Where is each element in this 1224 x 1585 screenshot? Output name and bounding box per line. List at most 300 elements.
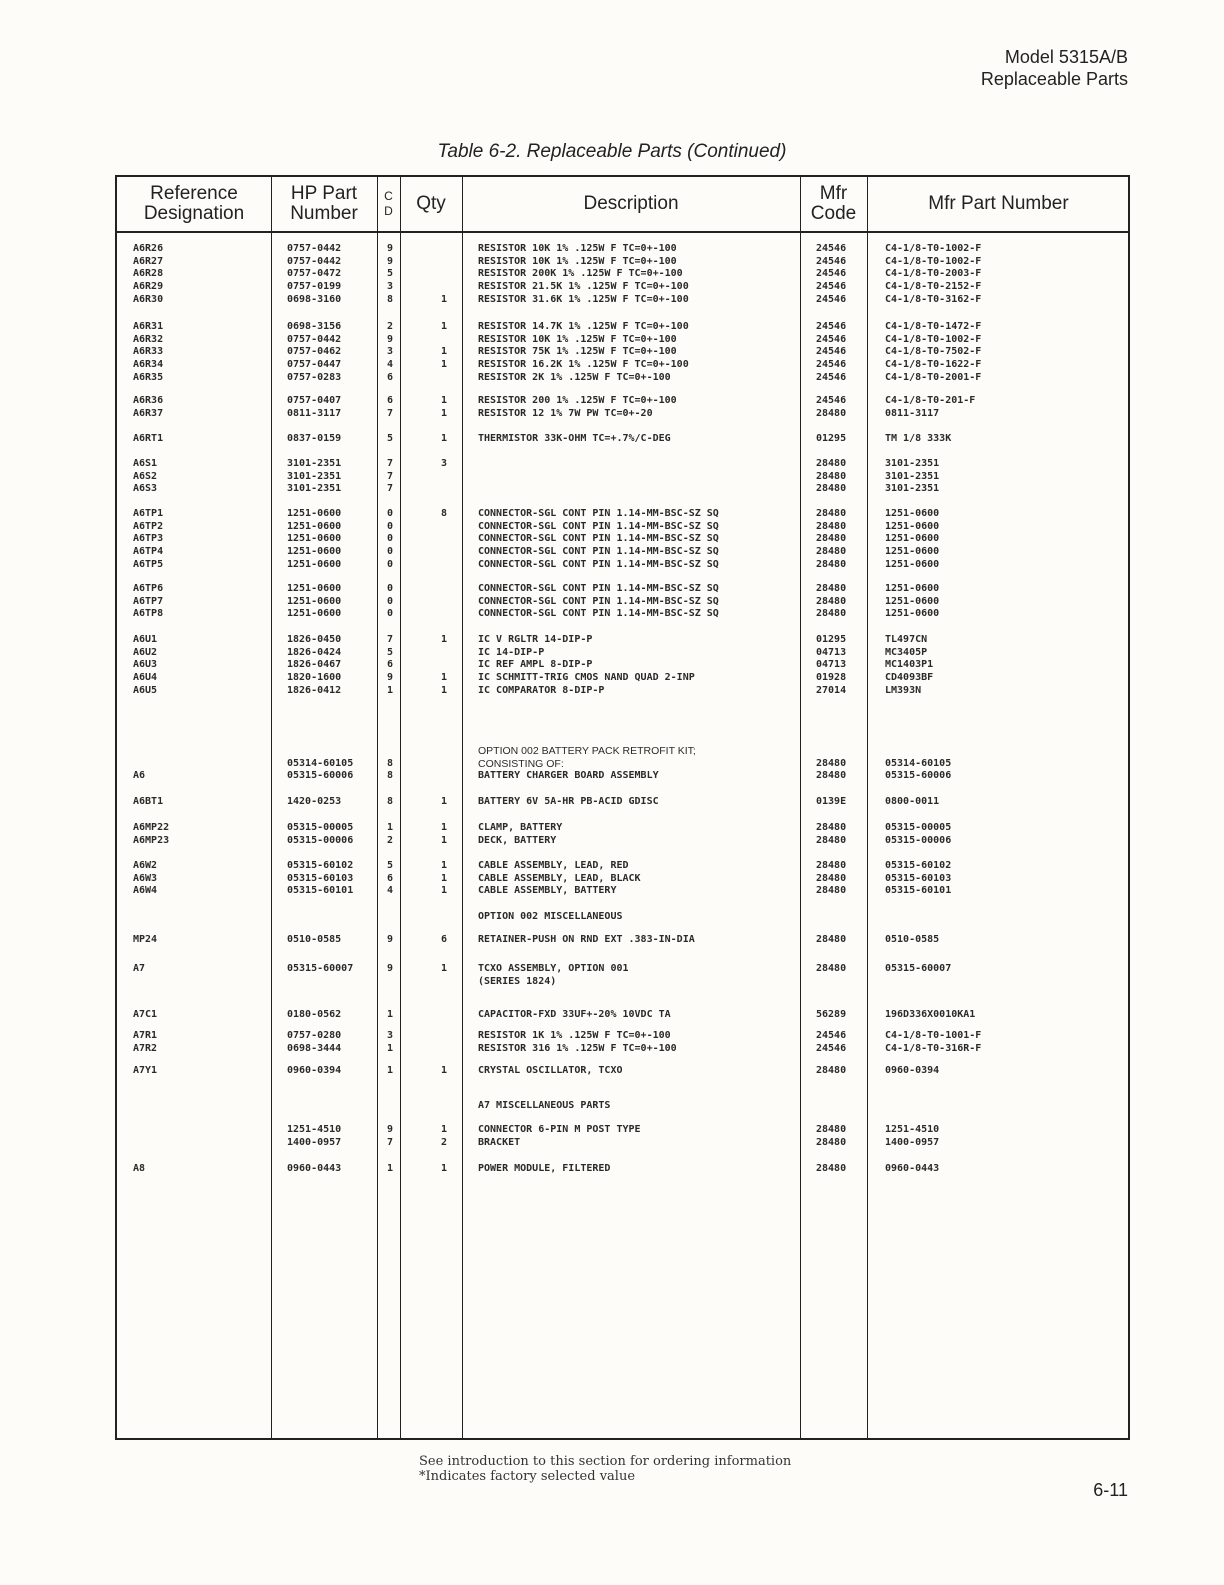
part-group [117,508,1128,571]
cell-mpn: C4-1/8-T0-201-F [885,395,976,406]
cell-mpn: C4-1/8-T0-1472-F [885,321,982,332]
cell-mfr: 24546 [816,1042,847,1054]
cell-cd: 6 [387,872,394,884]
cell-cd: 9 [387,672,394,684]
part-group [117,243,1128,306]
header-text: C [384,189,393,203]
cell-mfr: 28480 [816,822,847,833]
cell-qty: 1 [441,1163,448,1174]
cell-part: 05315-60007 [287,963,354,974]
cell-qty: 6 [441,934,448,945]
table-row [117,647,1128,660]
part-group [117,458,1128,496]
part-group [117,1124,1128,1149]
cell-qty: 1 [441,433,448,444]
cell-cd: 1 [387,1042,394,1054]
header-text: HP Part [290,183,358,204]
table-row [117,976,1128,989]
table-row [117,1065,1128,1078]
cell-cd: 4 [387,885,394,897]
cell-mfr: 28480 [816,407,847,419]
table-row [117,608,1128,621]
table-row [117,1043,1128,1056]
cell-ref: A6R31 [133,321,164,332]
cell-ref: A6RT1 [133,433,164,444]
cell-mfr: 28480 [816,770,847,782]
cell-part: 1251-0600 [287,546,342,558]
cell-ref: A6R37 [133,407,164,419]
table-body [117,233,1128,1438]
cell-cd: 1 [387,1163,394,1174]
cell-part: 0180-0562 [287,1009,342,1020]
cell-ref: A6R36 [133,395,164,406]
table-row [117,659,1128,672]
cell-cd: 5 [387,268,394,280]
cell-cd: 7 [387,1136,394,1148]
cell-desc: RESISTOR 14.7K 1% .125W F TC=0+-100 [478,321,689,332]
cell-desc: CONSISTING OF: [478,757,564,770]
cell-mfr: 24546 [816,268,847,280]
cell-mfr: 24546 [816,333,847,345]
cell-part: 0757-0199 [287,281,342,293]
cell-qty: 3 [441,458,448,469]
cell-part: 05315-60006 [287,770,354,782]
cell-desc: IC V RGLTR 14-DIP-P [478,634,593,645]
cell-mpn: 1251-0600 [885,533,940,545]
cell-cd: 0 [387,520,394,532]
part-group [117,963,1128,988]
cell-ref: A7R2 [133,1042,158,1054]
cell-mfr: 24546 [816,346,847,358]
part-group [117,934,1128,947]
cell-mfr: 28480 [816,860,847,871]
part-group [117,1163,1128,1176]
cell-part: 0698-3444 [287,1042,342,1054]
cell-mfr: 28480 [816,1065,847,1076]
cell-part: 1251-4510 [287,1124,342,1135]
cell-ref: A6R35 [133,371,164,383]
cell-ref: A6TP1 [133,508,164,519]
cell-part: 0698-3156 [287,321,342,332]
cell-cd: 0 [387,546,394,558]
cell-cd: 4 [387,359,394,371]
cell-mpn: C4-1/8-T0-3162-F [885,293,982,305]
cell-mpn: 3101-2351 [885,458,940,469]
cell-part: 05314-60105 [287,757,354,769]
cell-mfr: 28480 [816,934,847,945]
cell-mpn: 05315-60007 [885,963,952,974]
cell-part: 0811-3117 [287,407,342,419]
table-row [117,458,1128,471]
header-reference-designation [117,177,271,231]
parts-table [115,175,1130,1440]
cell-mpn: C4-1/8-T0-1002-F [885,243,982,254]
cell-ref: A6MP22 [133,822,170,833]
cell-part: 0510-0585 [287,934,342,945]
cell-part: 1826-0424 [287,646,342,658]
cell-ref: A6U1 [133,634,158,645]
cell-part: 1251-0600 [287,533,342,545]
cell-desc: RESISTOR 10K 1% .125W F TC=0+-100 [478,333,677,345]
table-row [117,835,1128,848]
cell-desc: RESISTOR 12 1% 7W PW TC=0+-20 [478,407,653,419]
cell-mpn: 1251-4510 [885,1124,940,1135]
cell-part: 1251-0600 [287,583,342,594]
cell-ref: A6TP2 [133,520,164,532]
cell-ref: A6BT1 [133,796,164,807]
cell-ref: A6R29 [133,281,164,293]
cell-mfr: 28480 [816,483,847,495]
cell-ref: A6MP23 [133,834,170,846]
cell-mpn: 3101-2351 [885,470,940,482]
cell-cd: 9 [387,934,394,945]
cell-part: 0757-0407 [287,395,342,406]
part-group [117,822,1128,847]
cell-part: 3101-2351 [287,458,342,469]
header-mfr-part-number [867,177,1130,231]
cell-qty: 1 [441,359,448,371]
table-row [117,395,1128,408]
table-row [117,1030,1128,1043]
cell-part: 05315-00005 [287,822,354,833]
cell-cd: 8 [387,757,394,769]
cell-ref: A7R1 [133,1030,158,1041]
cell-desc: CONNECTOR-SGL CONT PIN 1.14-MM-BSC-SZ SQ [478,608,719,620]
cell-part: 1251-0600 [287,595,342,607]
cell-mfr: 28480 [816,470,847,482]
cell-cd: 0 [387,533,394,545]
header-text: Description [583,193,679,214]
cell-ref: A6S3 [133,483,158,495]
cell-qty: 1 [441,395,448,406]
cell-mfr: 24546 [816,281,847,293]
cell-desc: IC REF AMPL 8-DIP-P [478,659,593,671]
cell-qty: 1 [441,963,448,974]
cell-qty: 2 [441,1136,448,1148]
cell-desc: RESISTOR 200 1% .125W F TC=0+-100 [478,395,677,406]
header-text: Mfr Part Number [928,193,1069,214]
cell-desc: BATTERY CHARGER BOARD ASSEMBLY [478,770,659,782]
cell-cd: 5 [387,860,394,871]
cell-ref: A6R28 [133,268,164,280]
model-title: Model 5315A/B [1004,47,1128,67]
cell-mfr: 28480 [816,508,847,519]
cell-cd: 7 [387,458,394,469]
cell-part: 1251-0600 [287,520,342,532]
cell-desc: CABLE ASSEMBLY, LEAD, BLACK [478,872,641,884]
table-row [117,796,1128,809]
cell-desc: CONNECTOR 6-PIN M POST TYPE [478,1124,641,1135]
cell-desc: CONNECTOR-SGL CONT PIN 1.14-MM-BSC-SZ SQ [478,546,719,558]
cell-ref: A6W3 [133,872,158,884]
cell-mfr: 28480 [816,458,847,469]
cell-cd: 5 [387,433,394,444]
cell-cd: 0 [387,583,394,594]
cell-qty: 1 [441,885,448,897]
header-text: Mfr [819,183,848,204]
cell-qty: 1 [441,684,448,696]
cell-mfr: 24546 [816,321,847,332]
page-number: 6-11 [1093,1480,1128,1500]
cell-cd: 7 [387,407,394,419]
cell-part: 0757-0442 [287,255,342,267]
header-text: Designation [143,203,245,224]
cell-mpn: 05315-00005 [885,822,952,833]
cell-desc: TCXO ASSEMBLY, OPTION 001 [478,963,629,974]
footer-line: See introduction to this section for ordering information [419,1454,792,1469]
cell-ref: A7C1 [133,1009,158,1020]
cell-desc: RESISTOR 2K 1% .125W F TC=0+-100 [478,371,671,383]
table-row [117,770,1128,783]
cell-mfr: 24546 [816,293,847,305]
header-hp-part-number [271,177,377,231]
table-row [117,1009,1128,1022]
cell-qty: 1 [441,860,448,871]
cell-cd: 2 [387,834,394,846]
cell-cd: 8 [387,293,394,305]
part-group [117,860,1128,898]
cell-part: 0757-0280 [287,1030,342,1041]
cell-mfr: 28480 [816,872,847,884]
cell-cd: 9 [387,963,394,974]
cell-cd: 5 [387,646,394,658]
cell-mfr: 24546 [816,243,847,254]
table-row [117,483,1128,496]
header-text: Qty [416,193,446,214]
part-group [117,634,1128,697]
cell-part: 05315-00006 [287,834,354,846]
cell-mfr: 27014 [816,684,847,696]
cell-qty: 1 [441,293,448,305]
cell-cd: 7 [387,470,394,482]
cell-cd: 0 [387,508,394,519]
footer-line: *Indicates factory selected value [419,1469,636,1484]
cell-mfr: 0139E [816,796,847,807]
part-group [117,1009,1128,1022]
cell-part: 0757-0442 [287,243,342,254]
cell-part: 1400-0957 [287,1136,342,1148]
cell-cd: 0 [387,558,394,570]
cell-qty: 8 [441,508,448,519]
cell-ref: MP24 [133,934,158,945]
cell-desc: POWER MODULE, FILTERED [478,1163,611,1174]
cell-desc: RESISTOR 1K 1% .125W F TC=0+-100 [478,1030,671,1041]
cell-desc: OPTION 002 MISCELLANEOUS [478,911,623,922]
cell-mpn: 05315-60102 [885,860,952,871]
cell-mpn: LM393N [885,684,922,696]
table-row [117,685,1128,698]
cell-part: 1820-1600 [287,672,342,684]
cell-ref: A6W4 [133,885,158,897]
part-group [117,321,1128,384]
cell-ref: A6R27 [133,255,164,267]
cell-cd: 7 [387,634,394,645]
cell-mpn: 0960-0443 [885,1163,940,1174]
table-row [117,359,1128,372]
header-cd [377,177,400,231]
cell-mpn: C4-1/8-T0-2001-F [885,371,982,383]
cell-mpn: C4-1/8-T0-2003-F [885,268,982,280]
cell-part: 1826-0412 [287,684,342,696]
cell-desc: BRACKET [478,1136,521,1148]
cell-desc: CABLE ASSEMBLY, BATTERY [478,885,617,897]
cell-desc: THERMISTOR 33K-OHM TC=+.7%/C-DEG [478,433,671,444]
table-row [117,596,1128,609]
table-row [117,321,1128,334]
cell-cd: 9 [387,333,394,345]
header-text: Reference [150,183,238,204]
table-row [117,294,1128,307]
table-caption: Table 6-2. Replaceable Parts (Continued) [437,141,787,162]
part-group [117,1100,1128,1113]
cell-ref: A6W2 [133,860,158,871]
cell-ref: A6 [133,770,146,782]
cell-mpn: TL497CN [885,634,928,645]
table-row [117,268,1128,281]
cell-mpn: C4-1/8-T0-1001-F [885,1030,982,1041]
cell-ref: A6U3 [133,659,158,671]
cell-cd: 6 [387,371,394,383]
header-qty [400,177,462,231]
cell-qty: 1 [441,634,448,645]
cell-desc: CONNECTOR-SGL CONT PIN 1.14-MM-BSC-SZ SQ [478,508,719,519]
cell-part: 0837-0159 [287,433,342,444]
header-text: Number [290,203,358,224]
cell-mpn: C4-1/8-T0-1622-F [885,359,982,371]
cell-mpn: 1251-0600 [885,520,940,532]
cell-part: 1251-0600 [287,608,342,620]
table-row [117,745,1128,758]
cell-cd: 0 [387,595,394,607]
cell-qty: 1 [441,346,448,358]
cell-mpn: 05315-60101 [885,885,952,897]
cell-mpn: 1251-0600 [885,595,940,607]
cell-part: 05315-60101 [287,885,354,897]
cell-desc: CAPACITOR-FXD 33UF+-20% 10VDC TA [478,1009,671,1020]
cell-mpn: 0811-3117 [885,407,940,419]
part-group [117,433,1128,446]
table-row [117,546,1128,559]
cell-desc: BATTERY 6V 5A-HR PB-ACID GDISC [478,796,659,807]
part-group [117,583,1128,621]
cell-part: 1251-0600 [287,508,342,519]
cell-mfr: 28480 [816,1163,847,1174]
cell-mfr: 01295 [816,634,847,645]
cell-mpn: 1400-0957 [885,1136,940,1148]
table-row [117,1137,1128,1150]
cell-cd: 8 [387,796,394,807]
cell-cd: 9 [387,243,394,254]
cell-part: 1251-0600 [287,558,342,570]
cell-desc: RESISTOR 316 1% .125W F TC=0+-100 [478,1042,677,1054]
cell-part: 0698-3160 [287,293,342,305]
cell-desc: RESISTOR 10K 1% .125W F TC=0+-100 [478,243,677,254]
cell-mfr: 01928 [816,672,847,684]
cell-part: 0757-0447 [287,359,342,371]
cell-ref: A6U5 [133,684,158,696]
cell-mpn: 1251-0600 [885,508,940,519]
cell-desc: CONNECTOR-SGL CONT PIN 1.14-MM-BSC-SZ SQ [478,583,719,594]
cell-desc: DECK, BATTERY [478,834,557,846]
cell-desc: CABLE ASSEMBLY, LEAD, RED [478,860,629,871]
table-row [117,911,1128,924]
cell-cd: 2 [387,321,394,332]
cell-part: 0960-0394 [287,1065,342,1076]
header-mfr-code [800,177,867,231]
cell-mpn: TM 1/8 333K [885,433,952,444]
cell-mfr: 28480 [816,583,847,594]
cell-mfr: 28480 [816,1136,847,1148]
cell-mpn: 3101-2351 [885,483,940,495]
cell-mfr: 28480 [816,520,847,532]
cell-qty: 1 [441,407,448,419]
part-group [117,1065,1128,1078]
cell-mpn: MC1403P1 [885,659,934,671]
table-row [117,256,1128,269]
cell-mfr: 04713 [816,659,847,671]
cell-mpn: 05315-60103 [885,872,952,884]
cell-mfr: 28480 [816,558,847,570]
cell-mpn: 05315-00006 [885,834,952,846]
cell-qty: 1 [441,321,448,332]
cell-cd: 7 [387,483,394,495]
cell-ref: A6R33 [133,346,164,358]
table-row [117,243,1128,256]
cell-mfr: 24546 [816,359,847,371]
table-row [117,334,1128,347]
cell-mfr: 24546 [816,1030,847,1041]
cell-cd: 9 [387,255,394,267]
cell-cd: 3 [387,346,394,358]
part-group [117,1030,1128,1055]
cell-cd: 1 [387,822,394,833]
cell-mpn: MC3405P [885,646,928,658]
cell-desc: IC SCHMITT-TRIG CMOS NAND QUAD 2-INP [478,672,695,684]
table-row [117,885,1128,898]
cell-part: 0757-0472 [287,268,342,280]
cell-ref: A7 [133,963,146,974]
cell-ref: A6TP5 [133,558,164,570]
cell-cd: 0 [387,608,394,620]
cell-mfr: 28480 [816,595,847,607]
cell-desc: IC 14-DIP-P [478,646,545,658]
table-row [117,822,1128,835]
cell-part: 1826-0467 [287,659,342,671]
cell-desc: RESISTOR 21.5K 1% .125W F TC=0+-100 [478,281,689,293]
cell-ref: A6TP3 [133,533,164,545]
cell-mfr: 28480 [816,834,847,846]
cell-mpn: 196D336X0010KA1 [885,1009,976,1020]
cell-ref: A8 [133,1163,146,1174]
part-group [117,395,1128,420]
cell-qty: 1 [441,672,448,684]
cell-qty: 1 [441,822,448,833]
cell-ref: A6S1 [133,458,158,469]
table-row [117,934,1128,947]
cell-mfr: 28480 [816,546,847,558]
cell-cd: 1 [387,1009,394,1020]
cell-qty: 1 [441,796,448,807]
header-description [462,177,800,231]
cell-desc: A7 MISCELLANEOUS PARTS [478,1100,611,1111]
table-row [117,583,1128,596]
cell-part: 1826-0450 [287,634,342,645]
cell-cd: 3 [387,1030,394,1041]
cell-qty: 1 [441,1065,448,1076]
table-row [117,533,1128,546]
cell-desc: (SERIES 1824) [478,975,557,987]
cell-mfr: 28480 [816,1124,847,1135]
